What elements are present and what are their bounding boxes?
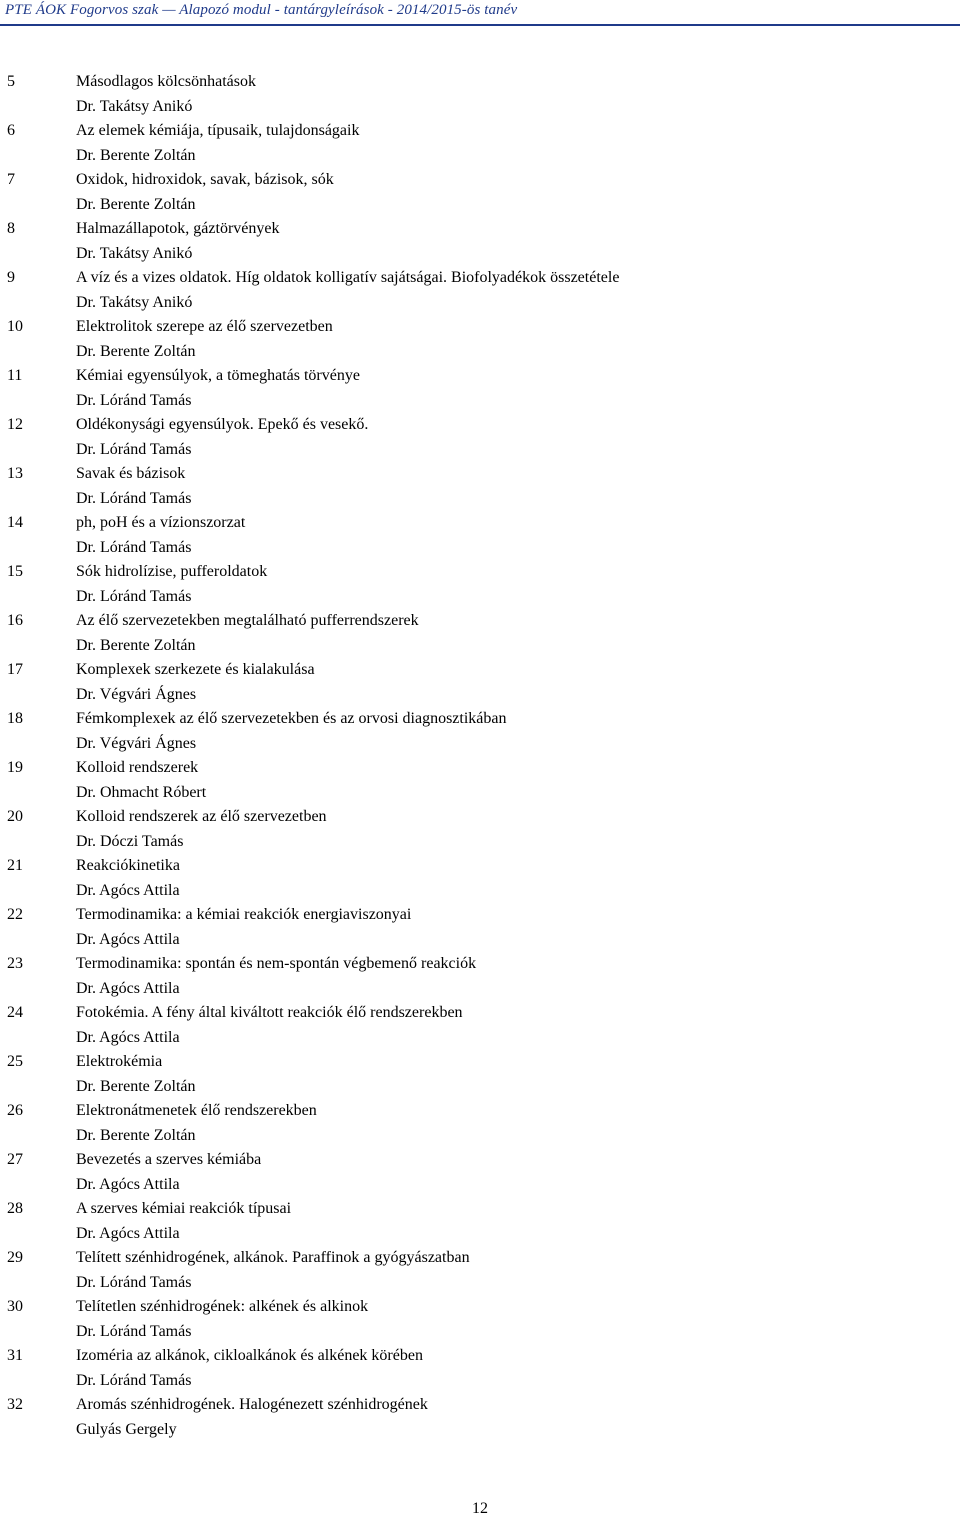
lecture-number: 22 xyxy=(7,906,23,923)
lecture-item xyxy=(0,1344,960,1393)
header-title: PTE ÁOK Fogorvos szak — Alapozó modul - tantárgyleírások - 2014/2015-ös tanév xyxy=(5,2,518,18)
lecture-lecturer: Dr. Agócs Attila xyxy=(76,1224,180,1242)
lecture-title: Fémkomplexek az élő szervezetekben és az orvosi diagnosztikában xyxy=(76,710,507,727)
lecture-title: Elektrolitok szerepe az élő szervezetben xyxy=(76,318,333,335)
lecture-title: Sók hidrolízise, pufferoldatok xyxy=(76,563,268,580)
lecture-number: 8 xyxy=(7,220,15,237)
lecture-lecturer: Dr. Ohmacht Róbert xyxy=(76,783,207,801)
lecture-lecturer: Dr. Takátsy Anikó xyxy=(76,244,193,262)
lecture-item xyxy=(0,1246,960,1295)
lecture-number: 16 xyxy=(7,612,23,629)
lecture-lecturer: Dr. Berente Zoltán xyxy=(76,636,196,654)
lecture-item xyxy=(0,1295,960,1344)
lecture-item xyxy=(0,217,960,266)
lecture-title: Oldékonysági egyensúlyok. Epekő és vesekő. xyxy=(76,416,369,433)
lecture-lecturer: Dr. Lóránd Tamás xyxy=(76,489,192,507)
lecture-item xyxy=(0,1001,960,1050)
lecture-number: 26 xyxy=(7,1102,23,1119)
lecture-item xyxy=(0,952,960,1001)
lecture-item xyxy=(0,119,960,168)
lecture-title: Az élő szervezetekben megtalálható pufferrendszerek xyxy=(76,612,419,629)
lecture-title: Termodinamika: a kémiai reakciók energiaviszonyai xyxy=(76,906,412,923)
lecture-item xyxy=(0,364,960,413)
lecture-item xyxy=(0,707,960,756)
lecture-item xyxy=(0,1197,960,1246)
lecture-lecturer: Dr. Takátsy Anikó xyxy=(76,293,193,311)
lecture-number: 29 xyxy=(7,1249,23,1266)
lecture-title: Telítetlen szénhidrogének: alkének és alkinok xyxy=(76,1298,369,1315)
lecture-title: Kémiai egyensúlyok, a tömeghatás törvénye xyxy=(76,367,360,384)
lecture-number: 21 xyxy=(7,857,23,874)
lecture-number: 24 xyxy=(7,1004,23,1021)
lecture-lecturer: Dr. Agócs Attila xyxy=(76,881,180,899)
lecture-number: 7 xyxy=(7,171,15,188)
lecture-title: Bevezetés a szerves kémiába xyxy=(76,1151,262,1168)
lecture-item xyxy=(0,413,960,462)
lecture-lecturer: Dr. Végvári Ágnes xyxy=(76,685,197,703)
lecture-title: A víz és a vizes oldatok. Híg oldatok kolligatív sajátságai. Biofolyadékok összetétele xyxy=(76,269,620,286)
lecture-lecturer: Dr. Lóránd Tamás xyxy=(76,587,192,605)
lecture-item xyxy=(0,560,960,609)
lecture-lecturer: Dr. Berente Zoltán xyxy=(76,342,196,360)
page-number: 12 xyxy=(472,1500,488,1517)
lecture-item xyxy=(0,805,960,854)
lecture-lecturer: Dr. Berente Zoltán xyxy=(76,146,196,164)
lecture-number: 9 xyxy=(7,269,15,286)
lecture-title: Másodlagos kölcsönhatások xyxy=(76,73,256,90)
lecture-number: 23 xyxy=(7,955,23,972)
lecture-lecturer: Dr. Berente Zoltán xyxy=(76,195,196,213)
lecture-lecturer: Dr. Berente Zoltán xyxy=(76,1126,196,1144)
lecture-number: 15 xyxy=(7,563,23,580)
lecture-item xyxy=(0,511,960,560)
lecture-lecturer: Dr. Lóránd Tamás xyxy=(76,1371,192,1389)
lecture-lecturer: Gulyás Gergely xyxy=(76,1420,177,1438)
lecture-number: 19 xyxy=(7,759,23,776)
lecture-item xyxy=(0,168,960,217)
lecture-item xyxy=(0,1099,960,1148)
lecture-lecturer: Dr. Agócs Attila xyxy=(76,979,180,997)
lecture-number: 10 xyxy=(7,318,23,335)
lecture-title: ph, poH és a vízionszorzat xyxy=(76,514,246,531)
lecture-lecturer: Dr. Dóczi Tamás xyxy=(76,832,184,850)
lecture-list xyxy=(0,70,960,1442)
lecture-lecturer: Dr. Agócs Attila xyxy=(76,1028,180,1046)
lecture-number: 31 xyxy=(7,1347,23,1364)
lecture-title: Elektronátmenetek élő rendszerekben xyxy=(76,1102,317,1119)
lecture-item xyxy=(0,854,960,903)
lecture-lecturer: Dr. Lóránd Tamás xyxy=(76,1273,192,1291)
lecture-title: Kolloid rendszerek az élő szervezetben xyxy=(76,808,327,825)
lecture-number: 17 xyxy=(7,661,23,678)
lecture-number: 25 xyxy=(7,1053,23,1070)
header-divider xyxy=(0,24,960,26)
lecture-title: Kolloid rendszerek xyxy=(76,759,199,776)
lecture-item xyxy=(0,609,960,658)
lecture-number: 14 xyxy=(7,514,23,531)
lecture-item xyxy=(0,1393,960,1442)
lecture-title: Oxidok, hidroxidok, savak, bázisok, sók xyxy=(76,171,334,188)
lecture-lecturer: Dr. Berente Zoltán xyxy=(76,1077,196,1095)
lecture-lecturer: Dr. Lóránd Tamás xyxy=(76,391,192,409)
lecture-title: Fotokémia. A fény által kiváltott reakciók élő rendszerekben xyxy=(76,1004,463,1021)
lecture-title: Reakciókinetika xyxy=(76,857,180,874)
lecture-number: 5 xyxy=(7,73,15,90)
lecture-number: 18 xyxy=(7,710,23,727)
lecture-item xyxy=(0,1050,960,1099)
lecture-title: Elektrokémia xyxy=(76,1053,163,1070)
lecture-item xyxy=(0,266,960,315)
lecture-title: Halmazállapotok, gáztörvények xyxy=(76,220,280,237)
lecture-lecturer: Dr. Takátsy Anikó xyxy=(76,97,193,115)
page-header xyxy=(0,0,960,28)
lecture-item xyxy=(0,70,960,119)
lecture-title: A szerves kémiai reakciók típusai xyxy=(76,1200,292,1217)
lecture-item xyxy=(0,756,960,805)
lecture-lecturer: Dr. Lóránd Tamás xyxy=(76,538,192,556)
lecture-number: 28 xyxy=(7,1200,23,1217)
lecture-title: Izoméria az alkánok, cikloalkánok és alkének körében xyxy=(76,1347,423,1364)
lecture-title: Aromás szénhidrogének. Halogénezett szénhidrogének xyxy=(76,1396,428,1413)
lecture-title: Az elemek kémiája, típusaik, tulajdonságaik xyxy=(76,122,360,139)
lecture-item xyxy=(0,903,960,952)
lecture-lecturer: Dr. Agócs Attila xyxy=(76,1175,180,1193)
lecture-number: 27 xyxy=(7,1151,23,1168)
lecture-number: 12 xyxy=(7,416,23,433)
lecture-number: 11 xyxy=(7,367,23,384)
lecture-item xyxy=(0,315,960,364)
lecture-number: 32 xyxy=(7,1396,23,1413)
lecture-lecturer: Dr. Lóránd Tamás xyxy=(76,1322,192,1340)
lecture-title: Termodinamika: spontán és nem-spontán végbemenő reakciók xyxy=(76,955,477,972)
lecture-lecturer: Dr. Végvári Ágnes xyxy=(76,734,197,752)
lecture-number: 6 xyxy=(7,122,15,139)
lecture-number: 30 xyxy=(7,1298,23,1315)
lecture-number: 20 xyxy=(7,808,23,825)
lecture-title: Komplexek szerkezete és kialakulása xyxy=(76,661,315,678)
lecture-number: 13 xyxy=(7,465,23,482)
lecture-lecturer: Dr. Agócs Attila xyxy=(76,930,180,948)
lecture-title: Savak és bázisok xyxy=(76,465,186,482)
lecture-item xyxy=(0,658,960,707)
lecture-item xyxy=(0,462,960,511)
lecture-lecturer: Dr. Lóránd Tamás xyxy=(76,440,192,458)
lecture-item xyxy=(0,1148,960,1197)
lecture-title: Telített szénhidrogének, alkánok. Paraffinok a gyógyászatban xyxy=(76,1249,470,1266)
